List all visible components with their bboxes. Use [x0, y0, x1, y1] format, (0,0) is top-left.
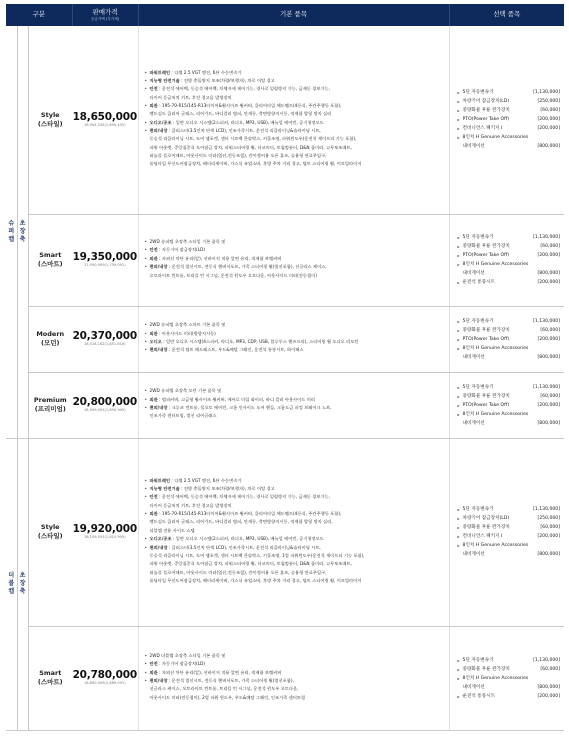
- option-list: [449, 438, 564, 626]
- feature-item: • 안전 : 운전석 에어백, 동승석 에어백, 차체자세 제어기능, 경사로 밀림방지 기능, 급제동 경보기능,: [145, 494, 445, 502]
- feature-item: 러늘플 플로어매트, 아웃사이드 미러(열선,전동조절), 간이정비용 오픈 휴즈, 승용형 연료주입구,: [149, 154, 327, 160]
- option-item: ▸ 5단 자동변속기 [1,130,000]: [458, 317, 561, 326]
- basic-features: [138, 372, 449, 438]
- option-item: ▸ 8인치 H Genuine Accessories: [458, 260, 561, 269]
- table-row: [6, 214, 564, 306]
- option-item: 내비게이션 [800,000]: [462, 420, 561, 426]
- feature-item: • 편의/내장 : 운전석 열선시트, 전동식 핸버서포트, 가죽 스티어링 휠(열선포함), 선글라스 케이스,: [145, 264, 445, 272]
- option-item: ▸ 8인치 H Genuine Accessories: [458, 674, 561, 683]
- header-group: 구분: [6, 4, 72, 26]
- basic-features: [138, 438, 449, 626]
- option-list: [449, 214, 564, 306]
- feature-item: 선글라스 케이스, 오토라이트 컨트롤, 트리플 턴 시그널, 운전석 윈도우 오토다운,: [149, 687, 299, 693]
- feature-item: 롤딩타입 무선도어잠금장치, 배터리세이버, 가스식 쇽업소버, 후방 주차 거리 경고, 틸트 스티어링 휠, 이모빌라이저: [149, 578, 362, 584]
- table-row: [6, 26, 564, 214]
- feature-item: • 외관 : 자외선 차단 유리(앞), 선바이저 적용 앞면 유리, 적재함 브렘커버: [145, 256, 445, 264]
- feature-item: • 외관 : 195-70-R15/145-R13타이어&휠사이즈 휠커버, 클리어타입 헤드램프(4등식, 주간주행등 포함),: [145, 103, 445, 111]
- option-item: ▸ 8인치 H Genuine Accessories: [458, 541, 561, 550]
- table-row: [6, 306, 564, 372]
- feature-item: 롤딩타입 무선도어잠금장치, 배터리세이버, 가스식 쇽업소버, 후방 주차 거리 경고, 틸트 스티어링 휠, 이모빌라이저: [149, 162, 362, 168]
- feature-item: • 안전 : 운전석 에어백, 동승석 에어백, 차체자세 제어기능, 경사로 밀림방지 기능, 급제동 경보기능,: [145, 86, 445, 94]
- feature-item: • 편의/내장 : 운전석 열선시트, 전동식 핸버서포트, 가죽 스티어링 휠(열선포함),: [145, 678, 445, 686]
- trim-price: 19,350,000 17,590,909(1,759,091): [72, 214, 138, 306]
- trim-price: 20,370,000 18,518,182(1,851,818): [72, 306, 138, 372]
- option-item: ▸ 운전석 통풍시트 [200,000]: [458, 692, 561, 701]
- option-item: ▸ 중량화물 후륜 완가장치 [60,000]: [458, 106, 561, 115]
- feature-item: 펜드실드 클리어 글래스, 리어가드, 바디컬러 범퍼, 안개등, 측면방향지시등, 적재함 발형 방지 실러: [149, 112, 332, 118]
- basic-features: [138, 306, 449, 372]
- trim-name: Modern (모던): [28, 306, 72, 372]
- feature-item: • 외관 : 범퍼커버, 고급형 휠사이즈 휠커버, 에어로 타입 와이퍼, 바디 컬러 아웃사이드 미러: [145, 397, 445, 405]
- feature-item: • 편의/내장 : 크루즈 컨트롤, 풀오토 에어컨, 크롬 인사이드 도어 핸들, 크롬도금 파킹 브레이크 노브,: [145, 405, 445, 413]
- price-table: [6, 4, 564, 731]
- option-item: 내비게이션 [800,000]: [462, 684, 561, 690]
- trim-price: 18,650,000 16,954,545(1,695,455): [72, 26, 138, 214]
- feature-item: 인조가죽 센터트림, 열선 리어글래스: [149, 414, 217, 420]
- feature-item: 아웃사이드 미러(전동접이), 2열 파워 윈도우, 우드&메탈 그레인, 인조가죽 센터트림: [149, 695, 306, 701]
- feature-item: 러늘플 플로어매트, 아웃사이드 미러(열선,전동조절), 간이정비용 오픈 휴즈, 승용형 연료주입구,: [149, 570, 327, 576]
- table-row: [6, 372, 564, 438]
- option-list: [449, 306, 564, 372]
- basic-features: [138, 26, 449, 214]
- feature-item: 파워 아웃렛, 중앙집중식 도어잠금 장치, 파워스티어링 휠, 타코미터, 트립컴퓨터, D&N 룸미러, 고무보조매트,: [149, 562, 352, 568]
- feature-item: • 2WD 더블캡 초장축 스타일 기본 품목 및: [145, 653, 445, 661]
- feature-item: • 지능형 안전기술 : 전방 충돌방지 보조(차량/보행자), 차로 이탈 경고: [145, 486, 445, 494]
- feature-item: • 안전 : 자동기어 잠금장치(LD): [145, 661, 445, 669]
- feature-item: • 2WD 슈퍼캡 초장축 스타일 기본 품목 및: [145, 239, 445, 247]
- header-basic: 기본 품목: [138, 4, 449, 26]
- trim-name: Smart (스마트): [28, 214, 72, 306]
- feature-item: 동승석 리클라이닝 시트, 도어 앰포켓, 센터 시트백 콘솔박스, 키홀조명, 1열 파워윈도우(운전석 세이프티 기능 포함),: [149, 553, 365, 559]
- option-item: ▸ 5단 자동변속기 [1,130,000]: [458, 656, 561, 665]
- group-label: 슈 퍼 캡: [6, 26, 17, 438]
- feature-item: 타이어 응급처치 키트, 후진 경고음 발생장치: [149, 95, 232, 101]
- feature-item: • 안전 : 자동기어 잠금장치(LD): [145, 247, 445, 255]
- table-row: [6, 626, 564, 730]
- trim-name: Premium (프리미엄): [28, 372, 72, 438]
- feature-item: • 외관 : 아웃사이드 미러(방향지시등): [145, 331, 445, 339]
- option-item: ▸ 중량화물 후륜 완가장치 [60,000]: [458, 326, 561, 335]
- option-item: 내비게이션 [800,000]: [462, 271, 561, 276]
- option-item: ▸ 5단 자동변속기 [1,130,000]: [458, 88, 561, 97]
- feature-item: • 외관 : 자외선 차단 유리(앞), 선바이저 적용 앞면 유리, 적재함 브렘커버: [145, 670, 445, 678]
- option-item: ▸ 컨비니언스 패키지 I [200,000]: [458, 532, 561, 541]
- option-item: ▸ 차량기어 잠금장치(LD) [250,000]: [458, 97, 561, 106]
- option-item: ▸ 5단 자동변속기 [1,130,000]: [458, 505, 561, 514]
- wheelbase-label: 초 장 축: [17, 438, 28, 730]
- feature-item: • 2WD 슈퍼캡 초장축 모던 기본 품목 및: [145, 388, 445, 396]
- option-item: ▸ PTO(Power Take Off) [200,000]: [458, 251, 561, 260]
- option-item: ▸ 8인치 H Genuine Accessories: [458, 133, 561, 142]
- trim-price: 19,920,000 18,109,091(1,810,909): [72, 438, 138, 626]
- option-item: ▸ 중량화물 후륜 완가장치 [60,000]: [458, 392, 561, 401]
- table-row: [6, 438, 564, 626]
- group-label: 더 블 캡: [6, 438, 17, 730]
- option-item: ▸ 5단 자동변속기 [1,130,000]: [458, 383, 561, 392]
- feature-item: • 오디오/공조 : 일반 오디오 시스템(2스피커, 라디오, MP3, USB), 매뉴얼 에어컨, 공기청정모드: [145, 120, 445, 128]
- option-item: ▸ 8인치 H Genuine Accessories: [458, 344, 561, 353]
- option-list: [449, 26, 564, 214]
- header-price: 판매가격 공급가액 (부가세): [72, 4, 138, 26]
- option-item: ▸ 5단 자동변속기 [1,130,000]: [458, 233, 561, 242]
- option-item: 내비게이션 [800,000]: [462, 354, 561, 360]
- wheelbase-label: 초 장 축: [17, 26, 28, 438]
- basic-features: [138, 214, 449, 306]
- feature-item: • 편의/내장 : 클러스터(3.5인치 단색 LCD), 인조가죽시트, 운전석 리클라이닝&슬라이딩 시트,: [145, 545, 445, 553]
- option-item: ▸ 8인치 H Genuine Accessories: [458, 410, 561, 419]
- option-item: ▸ 중량화물 후륜 완가장치 [60,000]: [458, 242, 561, 251]
- header-options: 선택 품목: [449, 4, 564, 26]
- option-item: ▸ 차량기어 잠금장치(LD) [250,000]: [458, 514, 561, 523]
- trim-price: 20,800,000 18,909,091(1,890,909): [72, 372, 138, 438]
- option-item: 내비게이션 [800,000]: [462, 552, 561, 557]
- basic-features: [138, 626, 449, 730]
- feature-item: 파워 아웃렛, 중앙집중식 도어잠금 장치, 파워스티어링 휠, 타코미터, 트립컴퓨터, D&N 룸미러, 고무보조매트,: [149, 145, 352, 151]
- feature-item: • 2WD 슈퍼캡 초장축 스마트 기본 품목 및: [145, 322, 445, 330]
- option-item: ▸ 중량화물 후륜 완가장치 [60,000]: [458, 523, 561, 532]
- option-item: ▸ PTO(Power Take Off) [200,000]: [458, 335, 561, 344]
- feature-item: 동승석 리클라이닝 시트, 도어 앰포켓, 센터 시트백 콘솔박스, 키홀조명, 파워윈도우(운전석 세이프티 기능 포함),: [149, 137, 357, 143]
- feature-item: 펜드실드 클리어 글래스, 리어가드, 바디컬러 범퍼, 안개등, 측면방향지시등, 적재함 발형 방지 실러,: [149, 520, 333, 526]
- feature-item: • 편의/내장 : 클러스터(3.5인치 단색 LCD), 인조가죽시트, 운전석 리클라이닝&슬라이딩 시트,: [145, 128, 445, 136]
- feature-item: • 지능형 안전기술 : 전방 충돌방지 보조(차량/보행자), 차로 이탈 경고: [145, 78, 445, 86]
- trim-name: Style (스타일): [28, 438, 72, 626]
- feature-item: 오토라이트 컨트롤, 트리플 턴 시그널, 운전석 윈도우 오토다운, 아웃사이드 미러(전동접이): [149, 273, 317, 279]
- table-header: [6, 4, 564, 26]
- option-list: [449, 372, 564, 438]
- trim-name: Style (스타일): [28, 26, 72, 214]
- option-list: [449, 626, 564, 730]
- feature-item: 더블캡 전용 사이드 스텝: [149, 528, 195, 534]
- option-item: ▸ 운전석 통풍시트 [200,000]: [458, 278, 561, 287]
- feature-item: 타이어 응급처치 키트, 후진 경고음 발생장치: [149, 503, 232, 509]
- trim-price: 20,780,000 18,890,909(1,889,091): [72, 626, 138, 730]
- feature-item: • 오디오 : 일반 오디오 시스템(4스피커, 라디오, MP3, CDP, USB, 블루투스 핸즈프리), 스티어링 휠 오디오 리모컨: [145, 339, 445, 347]
- feature-item: • 외관 : 195-70-R15/145-R13타이어&휠사이즈 휠커버, 클리어타입 헤드램프(4등식, 주간주행등 포함),: [145, 511, 445, 519]
- feature-item: • 오디오/공조 : 일반 오디오 시스템(2스피커, 라디오, MP3, USB), 매뉴얼 에어컨, 공기청정모드: [145, 536, 445, 544]
- option-item: ▸ PTO(Power Take Off) [200,000]: [458, 115, 561, 124]
- trim-name: Smart (스마트): [28, 626, 72, 730]
- feature-item: • 파워트레인 : 디젤 2.5 VGT 엔진, 6단 수동변속기: [145, 478, 445, 486]
- feature-item: • 편의/내장 : 운전석 틸트 헤드레스트, 우드&메탈 그레인, 운전석 통풍시트, 하이패스: [145, 347, 445, 355]
- option-item: ▸ 컨비니언스 패키지 I [200,000]: [458, 124, 561, 133]
- option-item: ▸ PTO(Power Take Off) [200,000]: [458, 401, 561, 410]
- option-item: ▸ 중량화물 후륜 완가장치 [60,000]: [458, 665, 561, 674]
- option-item: 내비게이션 [800,000]: [462, 144, 561, 150]
- feature-item: • 파워트레인 : 디젤 2.5 VGT 엔진, 6단 수동변속기: [145, 70, 445, 78]
